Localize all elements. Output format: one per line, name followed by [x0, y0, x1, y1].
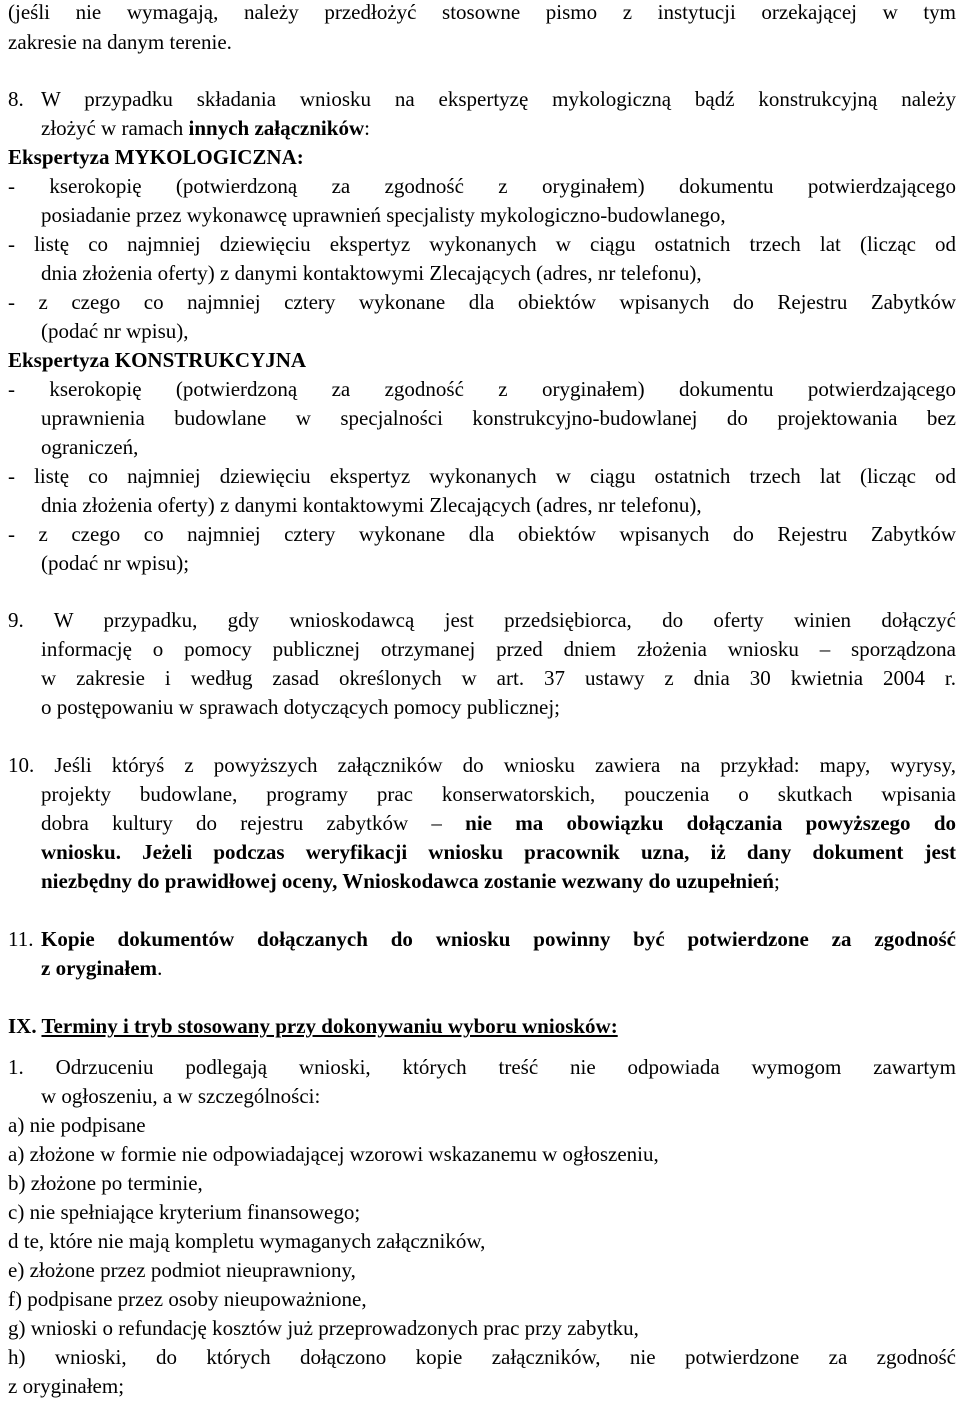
text-line: wniosku. Jeżeli podczas weryfikacji wniosku pracownik uzna, iż dany dokument jest: [41, 840, 956, 864]
subheading-mykologiczna: Ekspertyza MYKOLOGICZNA:: [8, 145, 304, 169]
list-item: g) wnioski o refundację kosztów już przeprowadzonych prac przy zabytku,: [8, 1316, 639, 1340]
text-line: 9. W przypadku, gdy wnioskodawcą jest przedsiębiorca, do oferty winien dołączyć: [8, 608, 956, 632]
text-line: ograniczeń,: [41, 435, 139, 459]
text-line: z oryginałem;: [8, 1374, 125, 1398]
list-item: c) nie spełniające kryterium finansowego;: [8, 1200, 361, 1224]
text-line: posiadanie przez wykonawcę uprawnień specjalisty mykologiczno-budowlanego,: [41, 203, 726, 227]
text-line: w ogłoszeniu, a w szczególności:: [41, 1084, 321, 1108]
text-line: dnia złożenia oferty) z danymi kontaktowymi Zlecających (adres, nr telefonu),: [41, 261, 702, 285]
list-item: a) złożone w formie nie odpowiadającej wzorowi wskazanemu w ogłoszeniu,: [8, 1142, 659, 1166]
text-line: niezbędny do prawidłowej oceny, Wnioskodawca zostanie wezwany do uzupełnień;: [41, 869, 780, 893]
list-item: f) podpisane przez osoby nieupoważnione,: [8, 1287, 367, 1311]
text-line: informację o pomocy publicznej otrzymanej przed dniem złożenia wniosku – sporządzona: [41, 637, 956, 661]
text-line: 10. Jeśli któryś z powyższych załączników do wniosku zawiera na przykład: mapy, wyrysy,: [8, 753, 956, 777]
text-line: - z czego co najmniej cztery wykonane dla obiektów wpisanych do Rejestru Zabytków: [8, 522, 956, 546]
list-item: b) złożone po terminie,: [8, 1171, 203, 1195]
text-line: projekty budowlane, programy prac konserwatorskich, pouczenia o skutkach wpisania: [41, 782, 956, 806]
text-line: o postępowaniu w sprawach dotyczących pomocy publicznej;: [41, 695, 561, 719]
text-line: w zakresie i według zasad określonych w art. 37 ustawy z dnia 30 kwietnia 2004 r.: [41, 666, 956, 690]
text-line: dnia złożenia oferty) z danymi kontaktowymi Zlecających (adres, nr telefonu),: [41, 493, 702, 517]
list-item: e) złożone przez podmiot nieuprawniony,: [8, 1258, 356, 1282]
text-line: złożyć w ramach innych załączników:: [41, 116, 370, 140]
text-line: - listę co najmniej dziewięciu ekspertyz wykonanych w ciągu ostatnich trzech lat (licząc od: [8, 464, 956, 488]
text-line: - z czego co najmniej cztery wykonane dla obiektów wpisanych do Rejestru Zabytków: [8, 290, 956, 314]
text-line: (podać nr wpisu),: [41, 319, 189, 343]
text-line: uprawnienia budowlane w specjalności konstrukcyjno-budowlanej do projektowania bez: [41, 406, 956, 430]
section-heading: IX. Terminy i tryb stosowany przy dokonywaniu wyboru wniosków:: [8, 1014, 618, 1038]
list-item: h) wnioski, do których dołączono kopie załączników, nie potwierdzone za zgodność: [8, 1345, 956, 1369]
text-line: - listę co najmniej dziewięciu ekspertyz wykonanych w ciągu ostatnich trzech lat (licząc od: [8, 232, 956, 256]
text-line: - kserokopię (potwierdzoną za zgodność z oryginałem) dokumentu potwierdzającego: [8, 174, 956, 198]
text-line: (podać nr wpisu);: [41, 551, 190, 575]
text-line: - kserokopię (potwierdzoną za zgodność z oryginałem) dokumentu potwierdzającego: [8, 377, 956, 401]
list-number: 8.: [8, 87, 24, 111]
list-number: 11.: [8, 927, 34, 951]
text-line: W przypadku składania wniosku na ekspertyzę mykologiczną bądź konstrukcyjną należy: [41, 87, 956, 111]
list-item: a) nie podpisane: [8, 1113, 146, 1137]
text-line: zakresie na danym terenie.: [8, 30, 232, 54]
subheading-konstrukcyjna: Ekspertyza KONSTRUKCYJNA: [8, 348, 307, 372]
text-line: (jeśli nie wymagają, należy przedłożyć stosowne pismo z instytucji orzekającej w tym: [8, 0, 956, 24]
text-line: z oryginałem.: [41, 956, 163, 980]
text-line: dobra kultury do rejestru zabytków – nie ma obowiązku dołączania powyższego do: [41, 811, 956, 835]
text-line: Kopie dokumentów dołączanych do wniosku powinny być potwierdzone za zgodność: [41, 927, 956, 951]
text-line: 1. Odrzuceniu podlegają wnioski, których treść nie odpowiada wymogom zawartym: [8, 1055, 956, 1079]
list-item: d te, które nie mają kompletu wymaganych załączników,: [8, 1229, 486, 1253]
